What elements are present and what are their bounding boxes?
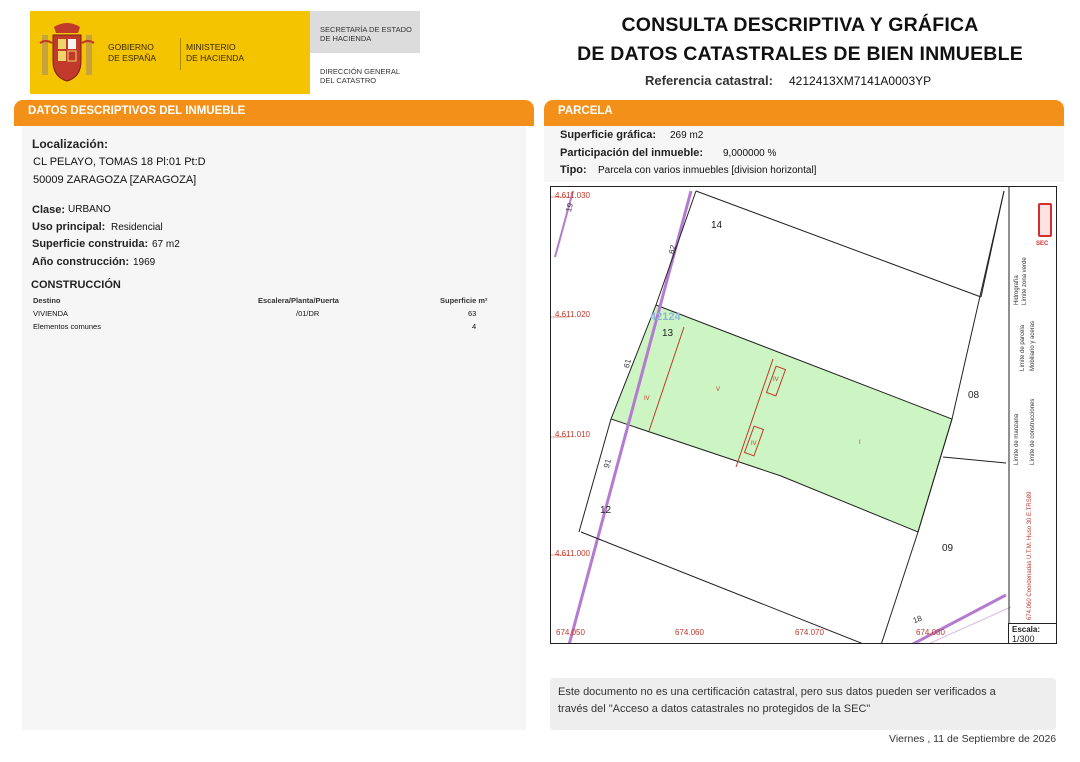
y-coord-label: 4.611.000 bbox=[555, 549, 590, 558]
descriptive-panel bbox=[22, 126, 526, 730]
map-drawing bbox=[551, 187, 1057, 644]
uso-label: Uso principal: bbox=[32, 221, 106, 233]
y-coord-label: 4.611.030 bbox=[555, 191, 590, 200]
legend-text: Hidrografía bbox=[1014, 275, 1020, 305]
map-legend bbox=[1010, 187, 1057, 623]
ministry-line1: MINISTERIO bbox=[186, 42, 236, 52]
anio-label: Año construcción: bbox=[32, 256, 130, 268]
tipo-label: Tipo: bbox=[560, 164, 587, 176]
direccion-line2: DEL CATASTRO bbox=[320, 76, 377, 85]
secretaria-line2: DE HACIENDA bbox=[320, 34, 372, 43]
page-title-line1: CONSULTA DESCRIPTIVA Y GRÁFICA bbox=[621, 14, 979, 36]
table-header-superficie: Superficie m² bbox=[440, 296, 488, 305]
disclaimer-line1: Este documento no es una certificación catastral, pero sus datos pueden ser verificados a bbox=[558, 686, 996, 698]
floor-mark: V bbox=[716, 387, 721, 393]
parcel-number[interactable]: 09 bbox=[942, 543, 954, 554]
legend-text: Límite de parcela bbox=[1020, 324, 1026, 371]
scale-label: Escala: bbox=[1012, 625, 1041, 634]
floor-mark: IV bbox=[751, 441, 757, 447]
street-number: 61 bbox=[621, 358, 633, 369]
floor-mark: I bbox=[859, 440, 861, 446]
construccion-title: CONSTRUCCIÓN bbox=[31, 279, 121, 291]
uso-value: Residencial bbox=[111, 222, 163, 233]
superficie-value: 67 m2 bbox=[152, 239, 180, 250]
superficie-label: Superficie construida: bbox=[32, 238, 149, 250]
section-header-parcela: PARCELA bbox=[544, 100, 1064, 124]
scale-box bbox=[1008, 623, 1056, 643]
x-coord-label: 674.060 bbox=[675, 628, 704, 637]
table-row-superficie: 63 bbox=[468, 309, 477, 318]
localizacion-label: Localización: bbox=[32, 137, 109, 151]
scale-value: 1/300 bbox=[1012, 634, 1035, 644]
street-number: 19 bbox=[563, 202, 575, 213]
parcel-ref-label: 42124 bbox=[650, 311, 681, 323]
x-coord-label: 674.080 bbox=[916, 628, 945, 637]
table-row-escalera: /01/DR bbox=[296, 309, 320, 318]
parcel-number[interactable]: 12 bbox=[600, 505, 612, 516]
legend-text: Límite de construcciones bbox=[1030, 398, 1036, 465]
gov-line1: GOBIERNO bbox=[108, 42, 154, 52]
disclaimer-line2[interactable]: través del "Acceso a datos catastrales no protegidos de la SEC" bbox=[558, 703, 871, 715]
table-header-destino: Destino bbox=[33, 296, 61, 305]
address-line1: CL PELAYO, TOMAS 18 Pl:01 Pt:D bbox=[33, 156, 206, 168]
y-coord-label: 4.611.010 bbox=[555, 430, 590, 439]
coat-of-arms-icon bbox=[38, 21, 96, 85]
document-date: Viernes , 11 de Septiembre de 2026 bbox=[889, 733, 1057, 745]
ref-value: 4212413XM7141A0003YP bbox=[789, 74, 932, 88]
clase-label: Clase: bbox=[32, 204, 66, 216]
tipo-value: Parcela con varios inmuebles [division horizontal] bbox=[598, 165, 817, 176]
page-title-line2: DE DATOS CATASTRALES DE BIEN INMUEBLE bbox=[577, 43, 1023, 65]
gov-line2: DE ESPAÑA bbox=[108, 53, 157, 63]
legend-text: Límite de manzana bbox=[1014, 413, 1020, 465]
legend-text: Límite zona verde bbox=[1022, 257, 1028, 305]
direccion-line1: DIRECCIÓN GENERAL bbox=[320, 67, 401, 76]
table-row-superficie: 4 bbox=[472, 322, 477, 331]
superficie-grafica-label: Superficie gráfica: bbox=[560, 129, 656, 141]
street-number: 91 bbox=[601, 458, 613, 469]
participacion-value: 9,000000 % bbox=[723, 148, 777, 159]
coords-note: 674.060 Coordenadas U.T.M. Huso 30 E.TRS89 bbox=[1027, 491, 1033, 620]
address-line2: 50009 ZARAGOZA [ZARAGOZA] bbox=[33, 174, 197, 186]
north-icon bbox=[1038, 203, 1052, 237]
ref-label: Referencia catastral: bbox=[645, 73, 773, 88]
section-header-descriptivos: DATOS DESCRIPTIVOS DEL INMUEBLE bbox=[14, 100, 534, 124]
street-number: 62 bbox=[666, 244, 678, 255]
parcel-shape bbox=[611, 305, 952, 532]
government-logo bbox=[30, 11, 310, 94]
participacion-label: Participación del inmueble: bbox=[560, 147, 704, 159]
y-coord-label: 4.611.020 bbox=[555, 310, 590, 319]
table-header-escalera: Escalera/Planta/Puerta bbox=[258, 296, 339, 305]
clase-value: URBANO bbox=[68, 204, 111, 215]
north-label: SEC bbox=[1036, 241, 1049, 247]
parcel-number[interactable]: 08 bbox=[968, 390, 980, 401]
secretaria-line1: SECRETARÍA DE ESTADO bbox=[320, 25, 412, 34]
table-row-destino: VIVIENDA bbox=[33, 309, 69, 318]
street-number: 18 bbox=[911, 613, 924, 626]
anio-value: 1969 bbox=[133, 257, 156, 268]
x-coord-label: 674.050 bbox=[556, 628, 585, 637]
parcel-number[interactable]: 14 bbox=[711, 220, 723, 231]
table-row-destino: Elementos comunes bbox=[33, 322, 101, 331]
superficie-grafica-value: 269 m2 bbox=[670, 130, 704, 141]
floor-mark: IV bbox=[644, 396, 650, 402]
floor-mark: IV bbox=[773, 377, 779, 383]
parcel-number[interactable]: 13 bbox=[662, 328, 674, 339]
logo-divider bbox=[180, 38, 181, 70]
cadastral-map[interactable] bbox=[550, 186, 1057, 644]
legend-text: Mobiliario y aceras bbox=[1030, 320, 1036, 371]
x-coord-label: 674.070 bbox=[795, 628, 824, 637]
ministry-line2: DE HACIENDA bbox=[186, 53, 245, 63]
